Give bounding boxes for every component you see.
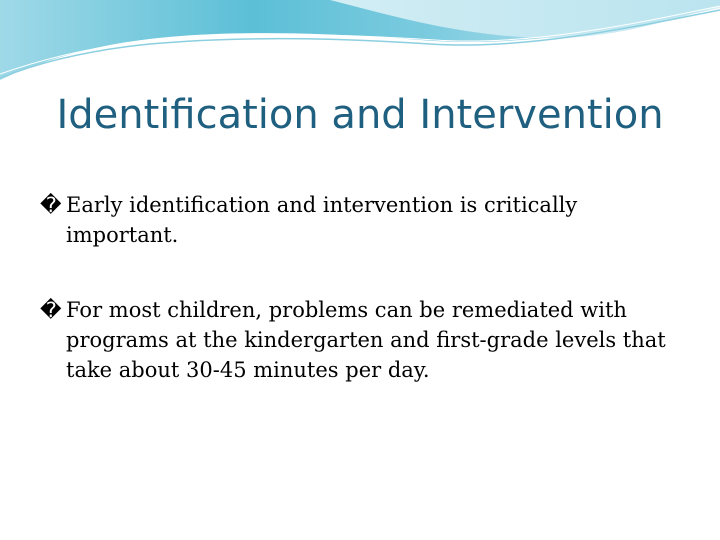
bullet-text: For most children, problems can be remediated with programs at the kindergarten and first-grade levels that take about 30-45 minutes per day. — [66, 298, 666, 382]
bullet-marker-icon: � — [40, 193, 62, 217]
slide-body — [40, 190, 680, 430]
header-wave-decoration — [0, 0, 720, 90]
bullet-item — [40, 190, 680, 250]
bullet-text: Early identification and intervention is critically important. — [66, 193, 578, 247]
bullet-item — [40, 295, 680, 385]
bullet-marker-icon: � — [40, 298, 62, 322]
slide-title: Identification and Intervention — [56, 92, 664, 138]
